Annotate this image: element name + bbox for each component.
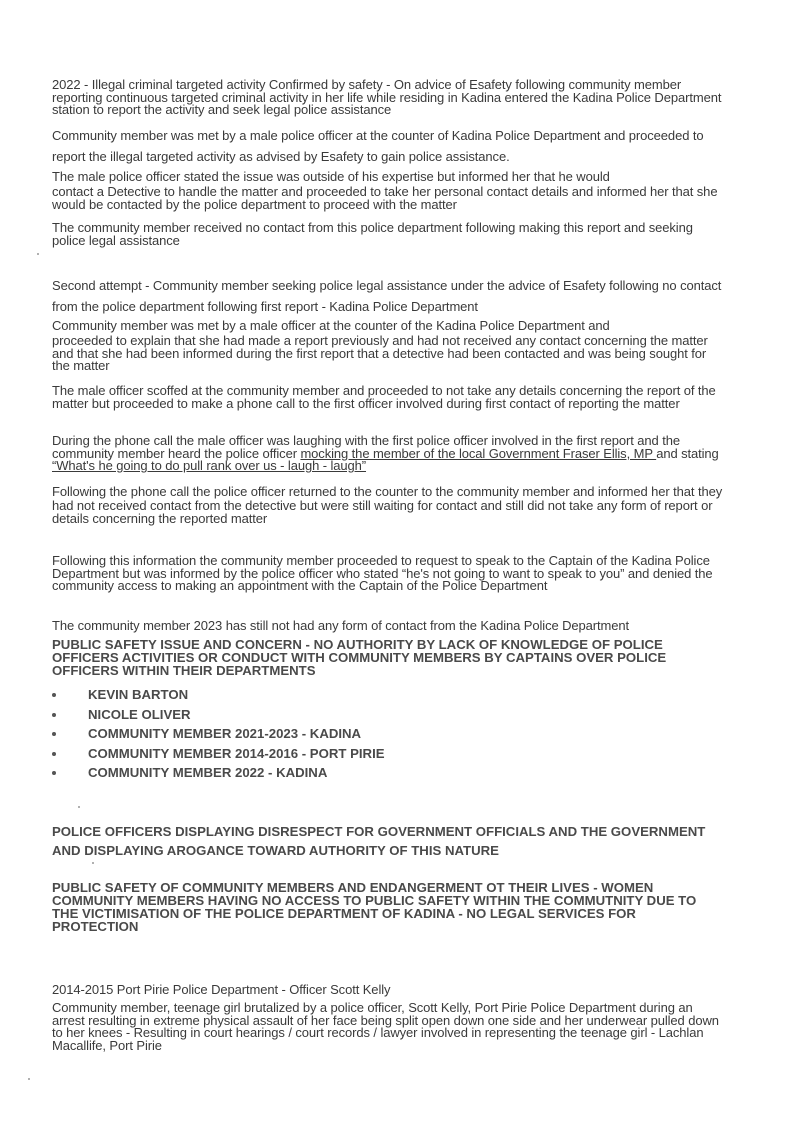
section-title: 2014-2015 Port Pirie Police Department - Officer Scott Kelly <box>52 982 391 997</box>
paragraph <box>52 222 724 247</box>
list-item-label: COMMUNITY MEMBER 2021-2023 - KADINA <box>88 726 362 742</box>
section-heading <box>52 822 724 860</box>
heading-text: POLICE OFFICERS DISPLAYING DISRESPECT FOR GOVERNMENT OFFICIALS AND THE GOVERNMENT AND DISPLAYING AROGANCE TOWARD AUTHORITY OF THIS NATURE <box>52 824 706 858</box>
paragraph-text: Community member was met by a male officer at the counter of the Kadina Police Department and <box>52 318 610 333</box>
bullet-icon <box>52 771 56 775</box>
paragraph <box>52 620 724 633</box>
scan-speck <box>28 1078 30 1080</box>
list-item-label: COMMUNITY MEMBER 2022 - KADINA <box>88 765 328 781</box>
scan-speck <box>78 806 80 808</box>
text-span: and stating <box>656 445 719 461</box>
paragraph-text <box>52 435 724 473</box>
paragraph <box>52 166 724 211</box>
paragraph <box>52 125 724 167</box>
paragraph-text: Second attempt - Community member seeking police legal assistance under the advice of Esafety following no contact from the police department following first report - Kadina Police Department <box>52 278 722 314</box>
paragraph-text: The community member 2023 has still not had any form of contact from the Kadina Police Department <box>52 618 630 633</box>
paragraph-text: Following this information the community member proceeded to request to speak to the Captain of the Kadina Police Department but was informed by the police officer who stated “he's not going to want to speak to you” and denied the community access to making an appointment with the Captain of the Police Department <box>52 553 713 594</box>
bullet-icon <box>52 752 56 756</box>
paragraph <box>52 1002 724 1052</box>
paragraph-text: The male officer scoffed at the community member and proceeded to not take any details concerning the report of the matter but proceeded to make a phone call to the first officer involved during first contact of reporting the matter <box>52 383 716 411</box>
list-item-label: COMMUNITY MEMBER 2014-2016 - PORT PIRIE <box>88 745 385 761</box>
paragraph-text: proceeded to explain that she had made a report previously and had not received any contact concerning the matter and that she had been informed during the first report that a detective had been contacted and was being sought for the matter <box>52 333 708 374</box>
paragraph-text: Community member was met by a male police officer at the counter of Kadina Police Department and proceeded to report the illegal targeted activity as advised by Esafety to gain police assistance. <box>52 128 704 164</box>
paragraph <box>52 485 724 526</box>
paragraph-text: Community member, teenage girl brutalized by a police officer, Scott Kelly, Port Pirie Police Department during an arrest resulting in extreme physical assault of her face being split open down one side and her underwear pulled down to her knees - Resulting in court hearings / court records / lawyer involved in representing the teenage girl - Lachlan Macallife, Port Pirie <box>52 1000 719 1053</box>
paragraph-text: Following the phone call the police officer returned to the counter to the community member and informed her that they had not received contact from the detective but were still waiting for contact and still did not take any form of report or details concerning the reported matter <box>52 484 723 527</box>
heading-text: PUBLIC SAFETY ISSUE AND CONCERN - NO AUTHORITY BY LACK OF KNOWLEDGE OF POLICE OFFICERS ACTIVITIES OR CONDUCT WITH COMMUNITY MEMBERS BY CAPTAINS OVER POLICE OFFICERS WITHIN THEIR DEPARTMENTS <box>52 637 667 678</box>
underlined-quote: “What's he going to do pull rank over us - laugh - laugh” <box>52 458 367 474</box>
paragraph <box>52 275 724 317</box>
paragraph <box>52 984 724 997</box>
section-heading <box>52 638 724 677</box>
list-item-label: KEVIN BARTON <box>88 687 189 702</box>
scan-speck <box>92 862 94 864</box>
paragraph <box>52 385 724 410</box>
section-heading <box>52 881 724 933</box>
paragraph <box>52 555 724 593</box>
bullet-icon <box>52 693 56 697</box>
paragraph-text: contact a Detective to handle the matter and proceeded to take her personal contact details and informed her that she would be contacted by the police department to proceed with the matter <box>52 184 718 212</box>
underlined-text: mocking the member of the local Government Fraser Ellis, MP <box>300 445 657 461</box>
paragraph <box>52 79 724 117</box>
bullet-icon <box>52 713 56 717</box>
paragraph-text: The male police officer stated the issue was outside of his expertise but informed her that he would <box>52 169 610 184</box>
heading-text: PUBLIC SAFETY OF COMMUNITY MEMBERS AND ENDANGERMENT OT THEIR LIVES - WOMEN COMMUNITY MEMBERS HAVING NO ACCESS TO PUBLIC SAFETY WITHIN THE COMMUTNITY DUE TO THE VICTIMISATION OF THE POLICE DEPARTMENT OF KADINA - NO LEGAL SERVICES FOR PROTECTION <box>52 880 697 934</box>
paragraph-text: 2022 - Illegal criminal targeted activity Confirmed by safety - On advice of Esafety following community member reporting continuous targeted criminal activity in her life while residing in Kadina entered the Kadina Police Department station to report the activity and seek legal police assistance <box>52 77 722 118</box>
paragraph <box>52 435 724 473</box>
text-span: During the phone call the male officer was laughing with the first police officer involved in the first report and the community member heard the police officer <box>52 433 680 461</box>
paragraph <box>52 315 724 373</box>
scan-speck <box>37 253 39 255</box>
paragraph-text: The community member received no contact from this police department following making this report and seeking police legal assistance <box>52 220 693 248</box>
bullet-icon <box>52 732 56 736</box>
list-item-label: NICOLE OLIVER <box>88 706 191 722</box>
